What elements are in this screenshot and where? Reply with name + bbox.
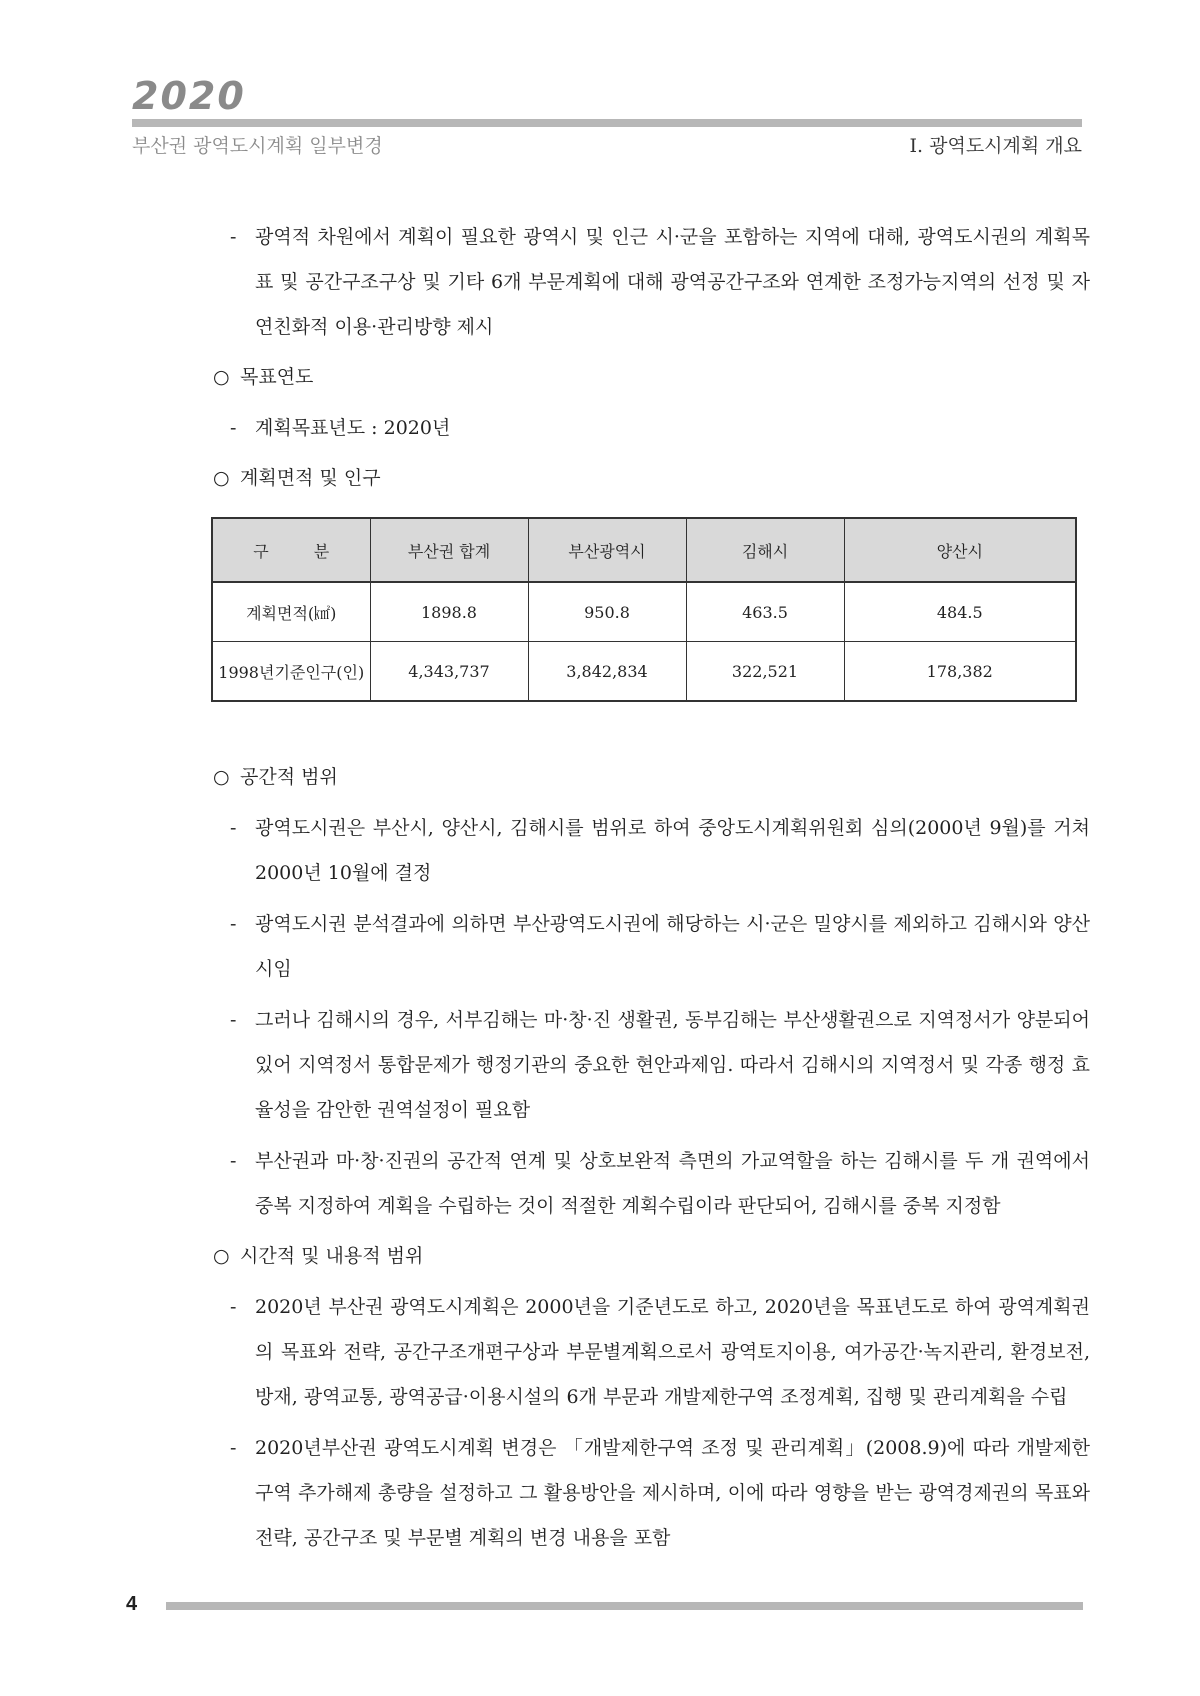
section-heading-spatial-scope bbox=[210, 762, 1090, 792]
section-heading-text: 계획면적 및 인구 bbox=[240, 467, 381, 489]
table-row bbox=[212, 642, 1076, 702]
document-year: 2020 bbox=[132, 74, 246, 118]
table-cell: 322,521 bbox=[686, 642, 844, 702]
spatial-scope-text: 그러나 김해시의 경우, 서부김해는 마·창·진 생활권, 동부김해는 부산생활권으로 지역정서가 양분되어있어 지역정서 통합문제가 행정기관의 중요한 현안과제임. 따라서 김해시의 지역정서 및 각종 행정 효율성을 감안한 권역설정이 필요함 bbox=[255, 1009, 1090, 1121]
table-cell: 463.5 bbox=[686, 582, 844, 642]
table-header-row bbox=[212, 518, 1076, 582]
table-header-cell: 구 분 bbox=[212, 518, 370, 582]
temporal-scope-item bbox=[210, 1285, 1090, 1420]
table-row-label: 1998년기준인구(인) bbox=[212, 642, 370, 702]
table-cell: 4,343,737 bbox=[370, 642, 528, 702]
chapter-title: Ⅰ. 광역도시계획 개요 bbox=[909, 135, 1082, 157]
table-header-cell: 부산광역시 bbox=[528, 518, 686, 582]
page-number: 4 bbox=[126, 1593, 138, 1615]
document-title: 부산권 광역도시계획 일부변경 bbox=[132, 135, 383, 157]
area-population-table bbox=[211, 517, 1077, 702]
table-cell: 1898.8 bbox=[370, 582, 528, 642]
bullet-marker: ○ bbox=[213, 467, 230, 489]
bullet-marker: ○ bbox=[213, 766, 230, 788]
dash-marker: - bbox=[230, 817, 237, 839]
spatial-scope-item bbox=[210, 998, 1090, 1133]
section-heading-text: 목표연도 bbox=[240, 366, 314, 388]
dash-marker: - bbox=[230, 913, 237, 935]
dash-marker: - bbox=[230, 226, 237, 248]
table-header-cell: 양산시 bbox=[844, 518, 1076, 582]
bullet-marker: ○ bbox=[213, 366, 230, 388]
table-row-label: 계획면적(㎢) bbox=[212, 582, 370, 642]
intro-text: 광역적 차원에서 계획이 필요한 광역시 및 인근 시·군을 포함하는 지역에 대해, 광역도시권의 계획목표 및 공간구조구상 및 기타 6개 부문계획에 대해 광역공간구조와 연계한 조정가능지역의 선정 및 자연친화적 이용·관리방향 제시 bbox=[255, 226, 1090, 338]
intro-item bbox=[210, 215, 1090, 350]
page-content bbox=[210, 215, 1090, 1567]
spatial-scope-text: 광역도시권 분석결과에 의하면 부산광역도시권에 해당하는 시·군은 밀양시를 제외하고 김해시와 양산시임 bbox=[255, 913, 1090, 980]
header-rule bbox=[132, 119, 1082, 127]
target-year-text: 계획목표년도 : 2020년 bbox=[255, 417, 451, 439]
spatial-scope-item bbox=[210, 1139, 1090, 1229]
spatial-scope-item bbox=[210, 902, 1090, 992]
spatial-scope-text: 부산권과 마·창·진권의 공간적 연계 및 상호보완적 측면의 가교역할을 하는 김해시를 두 개 권역에서 중복 지정하여 계획을 수립하는 것이 적절한 계획수립이라 판단되어, 김해시를 중복 지정함 bbox=[255, 1150, 1090, 1217]
dash-marker: - bbox=[230, 1296, 237, 1318]
dash-marker: - bbox=[230, 1150, 237, 1172]
table-cell: 178,382 bbox=[844, 642, 1076, 702]
section-heading-temporal-scope bbox=[210, 1241, 1090, 1271]
temporal-scope-text: 2020년부산권 광역도시계획 변경은 「개발제한구역 조정 및 관리계획」(2008.9)에 따라 개발제한구역 추가해제 총량을 설정하고 그 활용방안을 제시하며, 이에 따라 영향을 받는 광역경제권의 목표와 전략, 공간구조 및 부문별 계획의 변경 내용을 포함 bbox=[255, 1437, 1090, 1549]
table-cell: 950.8 bbox=[528, 582, 686, 642]
spatial-scope-text: 광역도시권은 부산시, 양산시, 김해시를 범위로 하여 중앙도시계획위원회 심의(2000년 9월)를 거쳐 2000년 10월에 결정 bbox=[255, 817, 1090, 884]
spatial-scope-item bbox=[210, 806, 1090, 896]
dash-marker: - bbox=[230, 1009, 237, 1031]
table-cell: 484.5 bbox=[844, 582, 1076, 642]
table-header-cell: 김해시 bbox=[686, 518, 844, 582]
dash-marker: - bbox=[230, 1437, 237, 1459]
dash-marker: - bbox=[230, 417, 237, 439]
footer-rule bbox=[166, 1602, 1083, 1610]
section-heading-text: 공간적 범위 bbox=[240, 766, 338, 788]
section-heading-text: 시간적 및 내용적 범위 bbox=[240, 1245, 424, 1267]
temporal-scope-item bbox=[210, 1426, 1090, 1561]
section-heading-area-population bbox=[210, 463, 1090, 493]
target-year-item bbox=[210, 406, 1090, 451]
temporal-scope-text: 2020년 부산권 광역도시계획은 2000년을 기준년도로 하고, 2020년을 목표년도로 하여 광역계획권의 목표와 전략, 공간구조개편구상과 부문별계획으로서 광역토지이용, 여가공간·녹지관리, 환경보전, 방재, 광역교통, 광역공급·이용시설의 6개 부문과 개발제한구역 조정계획, 집행 및 관리계획을 수립 bbox=[255, 1296, 1090, 1408]
bullet-marker: ○ bbox=[213, 1245, 230, 1267]
table-cell: 3,842,834 bbox=[528, 642, 686, 702]
section-heading-target-year bbox=[210, 362, 1090, 392]
table-header-cell: 부산권 합계 bbox=[370, 518, 528, 582]
table-row bbox=[212, 582, 1076, 642]
